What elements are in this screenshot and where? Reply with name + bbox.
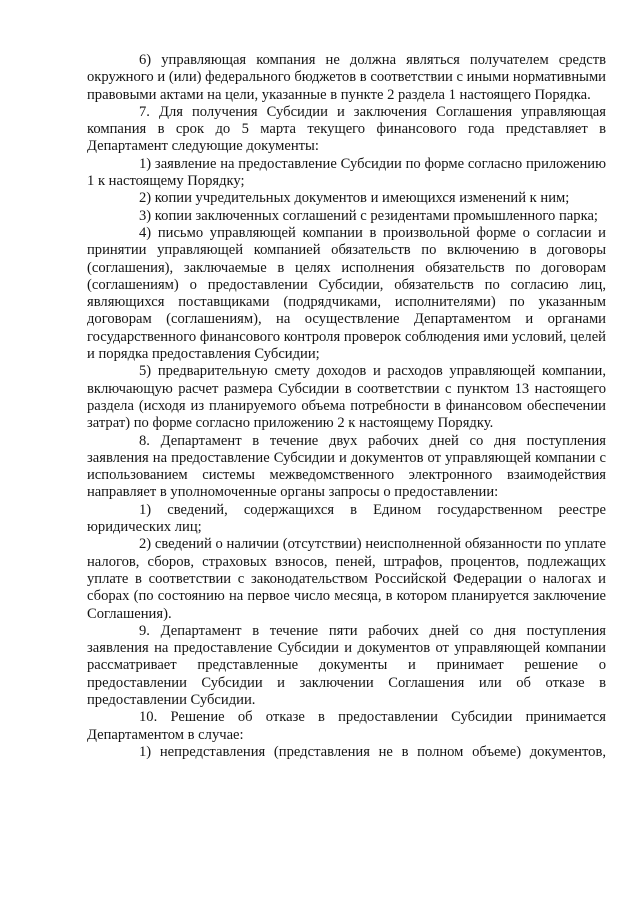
paragraph-8-item-1: 1) сведений, содержащихся в Едином государственном реестре юридических лиц;: [87, 501, 606, 536]
paragraph-8: 8. Департамент в течение двух рабочих дней со дня поступления заявления на предоставление Субсидии и документов от управляющей компании с использованием системы межведомственного электронного взаимодействия направляет в уполномоченные органы запросы о предоставлении:: [87, 432, 606, 501]
paragraph-7-item-4: 4) письмо управляющей компании в произвольной форме о согласии и принятии управляющей компанией обязательств по включению в договоры (соглашения), заключаемые в целях исполнения обязательств по договорам (соглашениям) о предоставлении Субсидии, обязательств по согласию лиц, являющихся поставщиками (подрядчиками, исполнителями) по указанным договорам (соглашениям), на осуществление Департаментом и органами государственного финансового контроля проверок соблюдения ими условий, целей и порядка предоставления Субсидии;: [87, 224, 606, 363]
paragraph-7-item-2: 2) копии учредительных документов и имеющихся изменений к ним;: [139, 190, 570, 207]
paragraph-7: 7. Для получения Субсидии и заключения Соглашения управляющая компания в срок до 5 марта текущего финансового года представляет в Департамент следующие документы:: [87, 103, 606, 155]
paragraph-9: 9. Департамент в течение пяти рабочих дней со дня поступления заявления на предоставление Субсидии и документов от управляющей компании рассматривает представленные документы и принимает решение о предоставлении Субсидии и заключении Соглашения или об отказе в предоставлении Субсидии.: [87, 622, 606, 708]
paragraph-7-item-1: 1) заявление на предоставление Субсидии по форме согласно приложению 1 к настоящему Порядку;: [87, 155, 606, 190]
paragraph-10-item-1: 1) непредставления (представления не в полном объеме) документов,: [139, 743, 606, 760]
paragraph-6-item: 6) управляющая компания не должна являться получателем средств окружного и (или) федерального бюджетов в соответствии с иными нормативными правовыми актами на цели, указанные в пункте 2 раздела 1 настоящего Порядка.: [87, 52, 606, 103]
paragraph-8-item-2: 2) сведений о наличии (отсутствии) неисполненной обязанности по уплате налогов, сборов, страховых взносов, пеней, штрафов, процентов, подлежащих уплате в соответствии с законодательством Российской Федерации о налогах и сборах (по состоянию на первое число месяца, в котором планируется заключение Соглашения).: [87, 536, 606, 622]
paragraph-7-item-3: 3) копии заключенных соглашений с резидентами промышленного парка;: [139, 207, 598, 224]
paragraph-10: 10. Решение об отказе в предоставлении Субсидии принимается Департаментом в случае:: [87, 709, 606, 743]
paragraph-7-item-5: 5) предварительную смету доходов и расходов управляющей компании, включающую расчет размера Субсидии в соответствии с пунктом 13 настоящего раздела (исходя из планируемого объема потребности в финансовом обеспечении затрат) по форме согласно приложению 2 к настоящему Порядку.: [87, 363, 606, 432]
